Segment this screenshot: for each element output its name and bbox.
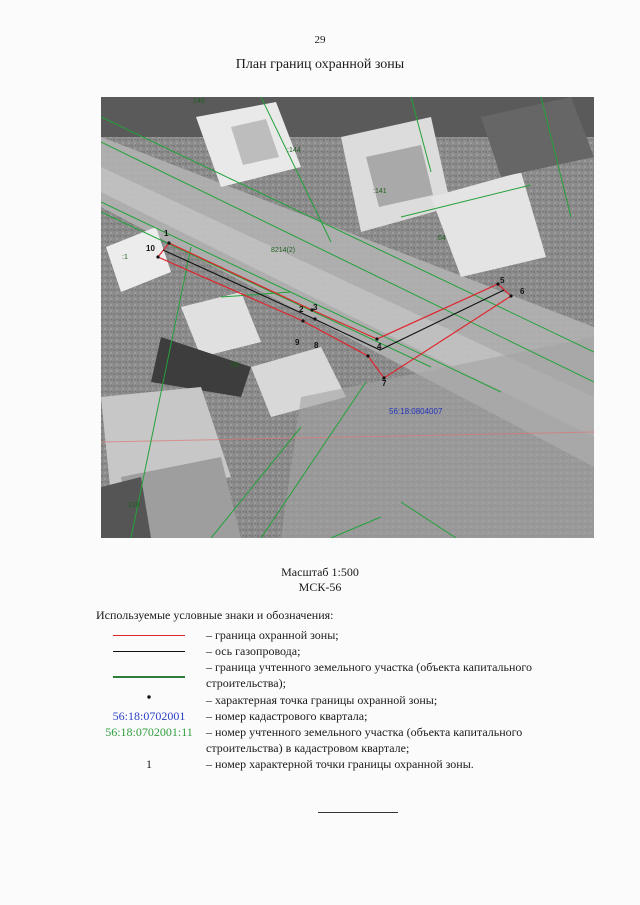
footer-divider	[318, 812, 398, 813]
point-label: 4	[377, 342, 382, 351]
point-label: 6	[520, 287, 525, 296]
parcel-label: :56	[229, 362, 239, 369]
parcel-number-sample: 56:18:0702001:11	[105, 725, 193, 739]
page-number: 29	[314, 34, 326, 46]
coordinate-system-label: МСК-56	[298, 580, 342, 594]
legend-text: – граница учтенного земельного участка (объекта капитального строительства);	[206, 660, 533, 690]
point-label: 10	[146, 244, 155, 253]
parcel-label: :141	[373, 188, 387, 195]
point-symbol	[104, 689, 194, 695]
parcel-label: :1	[122, 254, 128, 261]
parcel-label: :144	[287, 147, 301, 154]
point-label: 5	[500, 276, 505, 285]
point-label: 3	[313, 303, 318, 312]
legend-heading: Используемые условные знаки и обозначения:	[96, 608, 334, 622]
point-label: 7	[382, 379, 387, 388]
legend-text: – ось газопровода;	[206, 644, 301, 658]
point-label: 2	[299, 305, 304, 314]
legend-text: – граница охранной зоны;	[206, 628, 339, 642]
parcel-label: :228	[126, 502, 140, 509]
parcel-label: :146	[191, 98, 205, 105]
page-title: План границ охранной зоны	[235, 57, 405, 72]
parcel-label: :64	[436, 235, 446, 242]
legend-text: – номер кадастрового квартала;	[206, 709, 368, 723]
quarter-number-sample: 56:18:0702001	[112, 709, 186, 723]
road-label: 8214(2)	[271, 247, 296, 254]
scale-block	[0, 565, 640, 595]
quarter-label: 56:18:0804007	[389, 407, 443, 416]
scale-label: Масштаб 1:500	[281, 565, 359, 579]
point-label: 9	[295, 338, 300, 347]
point-label: 1	[164, 229, 169, 238]
legend-text: – характерная точка границы охранной зоны;	[206, 693, 438, 707]
legend-text: – номер характерной точки границы охранной зоны.	[206, 757, 474, 771]
point-label: 8	[314, 341, 319, 350]
aerial-map	[101, 97, 594, 538]
legend-text: – номер учтенного земельного участка (объекта капитального строительства) в кадастровом квартале;	[206, 725, 523, 755]
point-number-sample: 1	[146, 757, 152, 771]
